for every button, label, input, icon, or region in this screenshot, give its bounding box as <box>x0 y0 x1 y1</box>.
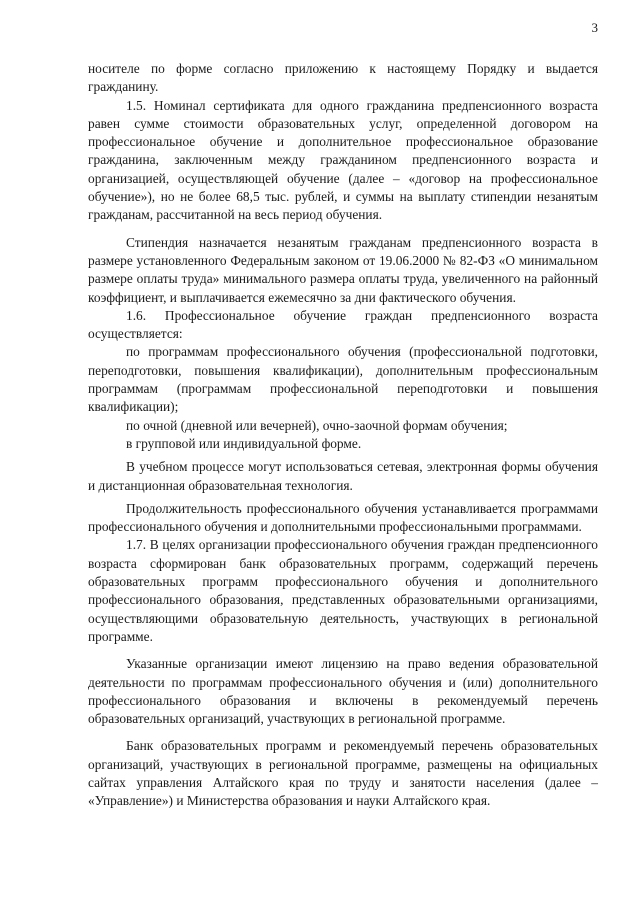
paragraph-1-5-certificate-value: 1.5. Номинал сертификата для одного гражданина предпенсионного возраста равен сумме стоимости образовательных услуг, определенной договором на профессиональное обучение и дополнительное профессиональное образование гражданина, заключенным между гражданином предпенсионного возраста и организацией, осуществляющей обучение (далее – «договор на профессиональное обучение»), но не более 68,5 тыс. рублей, и суммы на выплату стипендии незанятым гражданам, рассчитанной на весь период обучения. <box>88 97 598 223</box>
page-number: 3 <box>591 20 598 35</box>
paragraph-stipend: Стипендия назначается незанятым гражданам предпенсионного возраста в размере установленного Федеральным законом от 19.06.2000 № 82-ФЗ «О минимальном размере оплаты труда» минимального размера оплаты труда, увеличенного на районный коэффициент, и выплачивается ежемесячно за дни фактического обучения. <box>88 234 598 305</box>
paragraph-group-form: в групповой или индивидуальной форме. <box>126 435 362 451</box>
paragraph-1-7-program-bank: 1.7. В целях организации профессионального обучения граждан предпенсионного возраста сформирован банк образовательных программ, содержащий перечень образовательных программ профессионального обучения и дополнительного профессионального образования, представленных образовательными организациями, осуществляющими образовательную деятельность, участвующих в региональной программе. <box>88 537 598 644</box>
paragraph-distance-learning: В учебном процессе могут использоваться сетевая, электронная формы обучения и дистанционная образовательная технология. <box>88 459 598 493</box>
paragraph-duration: Продолжительность профессионального обучения устанавливается программами профессионального обучения и дополнительными профессиональными программами. <box>88 500 598 535</box>
paragraph-training-programs: по программам профессионального обучения (профессиональной подготовки, переподготовки, повышения квалификации), дополнительным профессиональным программам (программам профессиональной переподготовки и повышения квалификации); <box>88 344 598 415</box>
document-body <box>88 60 598 811</box>
paragraph-licensing: Указанные организации имеют лицензию на право ведения образовательной деятельности по программам профессионального обучения и (или) дополнительного профессионального образования и включены в рекомендуемый перечень образовательных организаций, участвующих в региональной программе. <box>88 656 598 727</box>
paragraph-publication: Банк образовательных программ и рекомендуемый перечень образовательных организаций, участвующих в региональной программе, размещены на официальных сайтах управления Алтайского края по труду и занятости населения (далее – «Управление») и Министерства образования и науки Алтайского края. <box>88 738 598 809</box>
paragraph-1-6-training: 1.6. Профессиональное обучение граждан предпенсионного возраста осуществляется: <box>88 307 598 342</box>
paragraph-continuation: носителе по форме согласно приложению к настоящему Порядку и выдается гражданину. <box>88 61 598 95</box>
paragraph-training-forms: по очной (дневной или вечерней), очно-заочной формам обучения; <box>126 417 508 433</box>
